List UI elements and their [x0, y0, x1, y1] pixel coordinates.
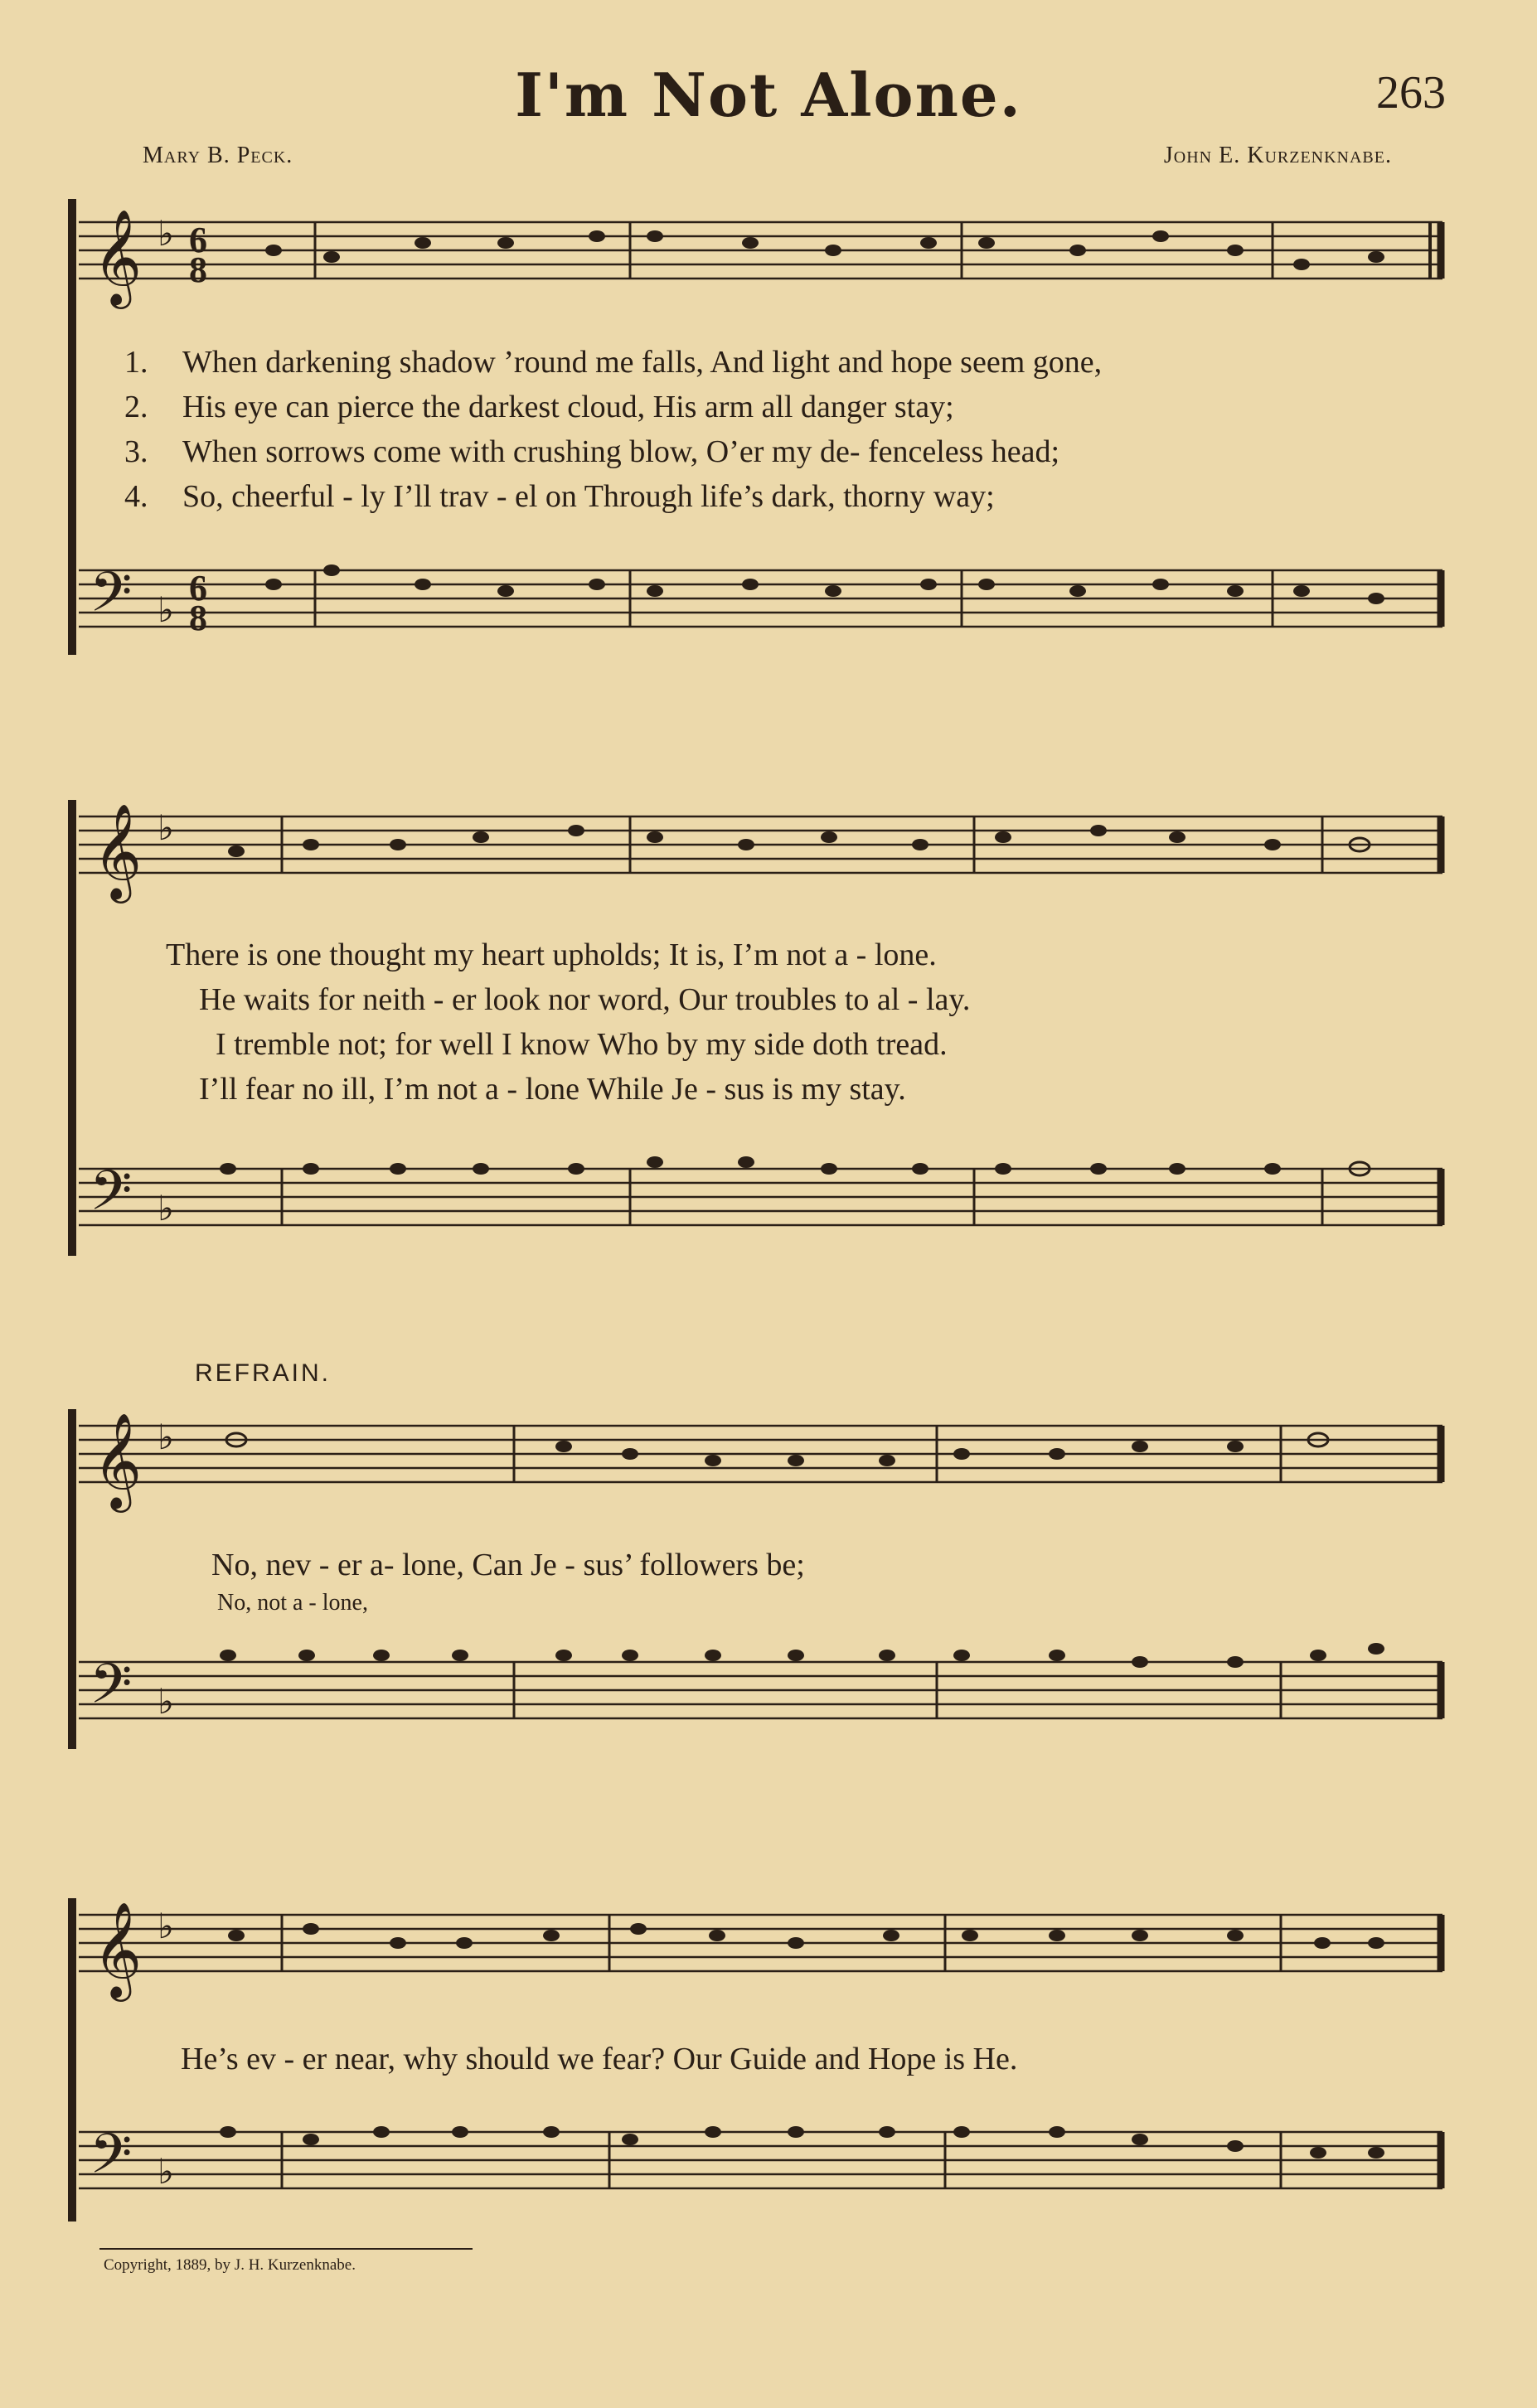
bass-staff	[0, 1645, 1537, 1753]
svg-text:𝄞: 𝄞	[93, 1412, 143, 1509]
verse-line-4	[124, 478, 1102, 515]
svg-text:8: 8	[189, 598, 207, 638]
verse-line-2	[124, 389, 1102, 425]
svg-text:♭: ♭	[158, 810, 174, 848]
svg-text:♭: ♭	[158, 1908, 174, 1946]
bass-staff	[0, 1152, 1537, 1260]
svg-text:♭: ♭	[158, 1190, 174, 1228]
treble-staff	[0, 1409, 1537, 1517]
svg-text:♭: ♭	[158, 2154, 174, 2192]
verse-line-1	[124, 344, 1102, 380]
svg-text:6: 6	[189, 568, 207, 608]
verse-line-2: He waits for neith - er look nor word, Our troubles to al - lay.	[199, 982, 971, 1017]
verse-text: His eye can pierce the darkest cloud, His arm all danger stay;	[182, 390, 954, 424]
verse-text: When darkening shadow ’round me falls, And light and hope seem gone,	[182, 345, 1103, 380]
svg-text:♭: ♭	[158, 1684, 174, 1722]
verse-line-1: There is one thought my heart upholds; It is, I’m not a - lone.	[166, 938, 937, 972]
hymn-title: I'm Not Alone.	[515, 60, 1022, 130]
svg-text:𝄢: 𝄢	[90, 1652, 133, 1729]
refrain-lyric-line-2: He’s ev - er near, why should we fear? Our Guide and Hope is He.	[181, 2042, 1018, 2076]
refrain-echo-lyric: No, not a - lone,	[217, 1590, 368, 1616]
svg-text:6: 6	[189, 220, 207, 260]
verse-block-1	[124, 344, 1102, 515]
composer-credit: John E. Kurzenknabe.	[1163, 143, 1392, 168]
refrain-label: REFRAIN.	[195, 1359, 332, 1387]
svg-text:♭: ♭	[158, 592, 174, 630]
svg-text:𝄞: 𝄞	[93, 802, 143, 899]
refrain-lyric-line-1: No, nev - er a- lone, Can Je - sus’ followers be;	[211, 1548, 805, 1582]
svg-text:♭: ♭	[158, 216, 174, 254]
svg-text:𝄢: 𝄢	[90, 2122, 133, 2199]
svg-text:𝄢: 𝄢	[90, 1159, 133, 1236]
svg-text:𝄢: 𝄢	[90, 560, 133, 637]
svg-text:𝄞: 𝄞	[93, 208, 143, 305]
verse-number: 4.	[124, 479, 148, 514]
verse-text: So, cheerful - ly I’ll trav - el on Through life’s dark, thorny way;	[182, 479, 995, 514]
copyright-notice: Copyright, 1889, by J. H. Kurzenknabe.	[104, 2256, 356, 2274]
verse-number: 3.	[124, 434, 148, 469]
bass-staff	[0, 554, 1537, 661]
verse-block-2	[166, 937, 970, 1107]
verse-line-3: I tremble not; for well I know Who by my side doth tread.	[216, 1027, 948, 1062]
verse-text: When sorrows come with crushing blow, O’er my de- fenceless head;	[182, 434, 1060, 469]
svg-text:𝄞: 𝄞	[93, 1901, 143, 1998]
bass-staff	[0, 2115, 1537, 2223]
treble-staff	[0, 1898, 1537, 2006]
verse-number: 2.	[124, 390, 148, 424]
verse-line-3	[124, 434, 1102, 470]
svg-text:8: 8	[189, 250, 207, 290]
footer-rule	[99, 2248, 473, 2250]
treble-staff	[0, 206, 1537, 313]
page-number: 263	[1376, 67, 1446, 119]
treble-staff	[0, 800, 1537, 908]
verse-number: 1.	[124, 345, 148, 380]
verse-line-4: I’ll fear no ill, I’m not a - lone While Je - sus is my stay.	[199, 1072, 906, 1107]
svg-text:♭: ♭	[158, 1419, 174, 1457]
lyricist-credit: Mary B. Peck.	[143, 143, 293, 168]
